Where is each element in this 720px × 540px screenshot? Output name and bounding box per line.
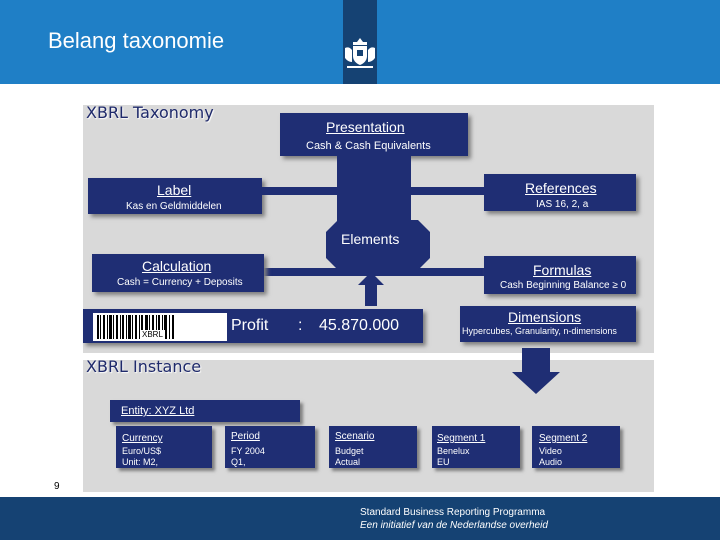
arrow-up-icon xyxy=(358,272,384,306)
entity-label: Entity: XYZ Ltd xyxy=(121,405,195,417)
footer-line2: Een initiatief van de Nederlandse overheid xyxy=(360,520,548,531)
profit-label: Profit xyxy=(231,317,269,334)
barcode-icon xyxy=(97,315,177,339)
label-title: Label xyxy=(157,182,192,198)
profit-value: 45.870.000 xyxy=(319,317,400,334)
barcode-text: XBRL xyxy=(142,330,163,339)
calculation-sub: Cash = Currency + Deposits xyxy=(117,277,243,288)
scenario-line1: Budget xyxy=(335,446,364,456)
coat-of-arms-icon xyxy=(341,36,379,72)
dimensions-title: Dimensions xyxy=(508,309,582,325)
references-sub: IAS 16, 2, a xyxy=(536,199,589,210)
presentation-stem xyxy=(337,156,411,226)
arrow-down-icon xyxy=(512,348,560,394)
currency-line1: Euro/US$ xyxy=(122,446,162,456)
segment1-title: Segment 1 xyxy=(437,433,486,444)
calculation-title: Calculation xyxy=(142,258,212,274)
segment2-title: Segment 2 xyxy=(539,433,588,444)
page-number: 9 xyxy=(54,481,60,492)
segment2-line2: Audio xyxy=(539,457,563,467)
formulas-sub: Cash Beginning Balance ≥ 0 xyxy=(500,280,627,291)
profit-separator: : xyxy=(298,317,303,334)
elements-title: Elements xyxy=(341,231,400,247)
taxonomy-title: XBRL Taxonomy xyxy=(86,103,214,122)
period-line1: FY 2004 xyxy=(231,446,265,456)
references-title: References xyxy=(525,180,597,196)
currency-title: Currency xyxy=(122,433,163,444)
footer-line1: Standard Business Reporting Programma xyxy=(360,507,546,518)
instance-title: XBRL Instance xyxy=(86,357,202,376)
segment2-line1: Video xyxy=(539,446,562,456)
formulas-title: Formulas xyxy=(533,262,592,278)
footer-bar xyxy=(0,497,720,540)
period-line2: Q1, xyxy=(231,457,246,467)
presentation-sub: Cash & Cash Equivalents xyxy=(306,140,431,152)
presentation-title: Presentation xyxy=(326,119,405,135)
segment1-line2: EU xyxy=(437,457,450,467)
currency-line2: Unit: M2, xyxy=(122,457,159,467)
segment1-line1: Benelux xyxy=(437,446,470,456)
scenario-title: Scenario xyxy=(335,431,375,442)
scenario-line2: Actual xyxy=(335,457,361,467)
page-title: Belang taxonomie xyxy=(48,28,225,53)
elements-stem xyxy=(337,268,411,270)
dimensions-sub: Hypercubes, Granularity, n-dimensions xyxy=(462,326,617,336)
period-title: Period xyxy=(231,431,260,442)
label-sub: Kas en Geldmiddelen xyxy=(126,201,222,212)
